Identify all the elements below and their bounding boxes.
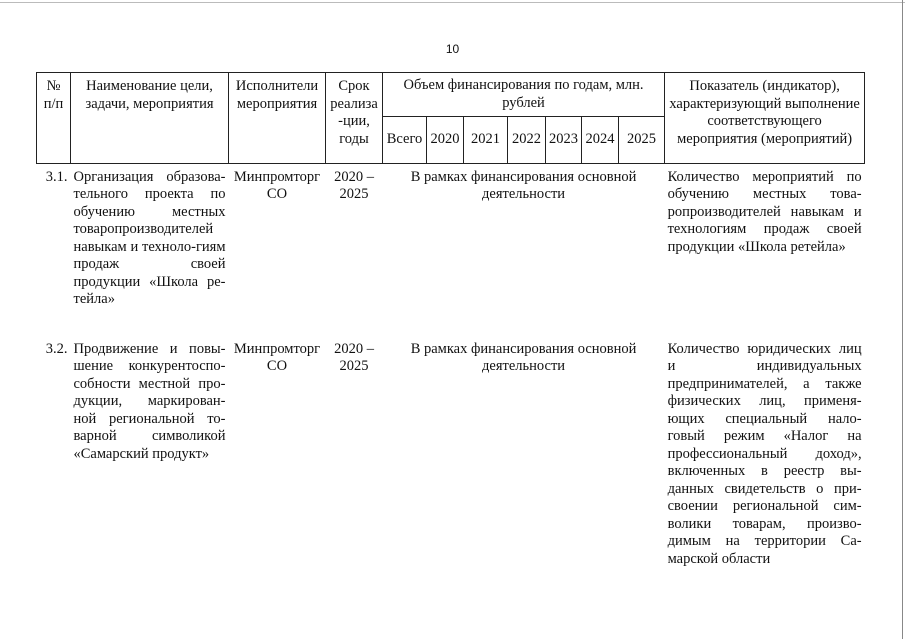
- header-year-2021: 2021: [464, 117, 508, 164]
- header-financing: Объем финансирования по годам, млн. рублей: [383, 73, 665, 117]
- header-name: Наименование цели, задачи, мероприятия: [71, 73, 229, 164]
- row-num: 3.2.: [45, 340, 68, 357]
- row-term: 2020 – 2025: [334, 340, 374, 374]
- header-year-2024: 2024: [582, 117, 619, 164]
- header-indicator: Показатель (индикатор), характеризующий выполнение соответствующего мероприятия (мероприятий): [665, 73, 865, 164]
- header-num: № п/п: [37, 73, 71, 164]
- header-year-total: Всего: [383, 117, 427, 164]
- row-indicator: Количество мероприятий по обучению местных това-ропроизводителей навыкам и технологиям продаж своей продукции «Школа ретейла»: [667, 168, 862, 255]
- header-row: [37, 73, 865, 117]
- row-num: 3.1.: [45, 168, 68, 185]
- row-name: Продвижение и повы-шение конкурентоспо-собности местной про-дукции, маркирован-ной региональной то-варной символикой «Самарский продукт»: [73, 340, 226, 462]
- row-financing: В рамках финансирования основной деятельности: [410, 168, 637, 202]
- row-financing: В рамках финансирования основной деятельности: [410, 340, 637, 374]
- header-executors: Исполнители мероприятия: [229, 73, 326, 164]
- page-number: 10: [445, 42, 460, 56]
- header-year-2020: 2020: [427, 117, 464, 164]
- header-year-2025: 2025: [619, 117, 665, 164]
- header-year-2023: 2023: [546, 117, 582, 164]
- row-term: 2020 – 2025: [334, 168, 374, 202]
- row-indicator: Количество юридических лиц и индивидуальных предпринимателей, а также физических лиц, применя-ющих специальный нало-говый режим «Налог на профессиональный доход», включенных в реестр вы-данных свидетельств о при-своении региональной сим-волики товарам, произво-димым на территории Са-марской области: [667, 340, 862, 567]
- row-name: Организация образова-тельного проекта по обучению местных товаропроизводителей навыкам и техноло-гиям продаж своей продукции «Школа ре-тейла»: [73, 168, 226, 307]
- header-term: Срок реализа-ции, годы: [326, 73, 383, 164]
- program-table: [36, 72, 865, 568]
- table-row: [37, 163, 865, 329]
- scan-right-edge: [902, 0, 903, 639]
- scan-top-edge: [0, 2, 905, 3]
- header-year-2022: 2022: [508, 117, 546, 164]
- table-row: [37, 329, 865, 569]
- row-executors: Минпромторг СО: [233, 168, 321, 202]
- row-executors: Минпромторг СО: [233, 340, 321, 374]
